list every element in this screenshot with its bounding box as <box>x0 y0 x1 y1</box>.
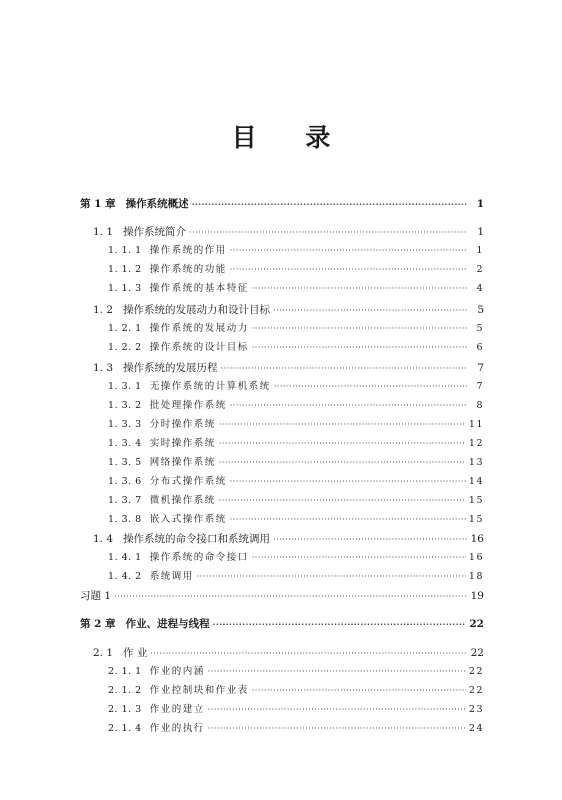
toc-entry-title: 操作系统的发展动力和设计目标 <box>123 304 271 316</box>
toc-entry-number: 第 2 章 <box>80 618 116 630</box>
toc-entry-page: 1 <box>477 226 484 238</box>
toc-entry-number: 1. 3. 4 <box>108 438 142 449</box>
toc-entry-sub[interactable] <box>108 512 484 528</box>
toc-entry-sub[interactable] <box>108 550 484 566</box>
toc-entry-title: 嵌入式操作系统 <box>149 514 227 525</box>
toc-entry-page: 22 <box>468 666 484 677</box>
toc-entry-title: 作业的内涵 <box>149 666 205 677</box>
dot-leader <box>252 550 466 566</box>
toc-entry-title: 系统调用 <box>149 571 194 582</box>
toc-entry-number: 第 1 章 <box>80 198 116 210</box>
toc-entry-title: 网络操作系统 <box>149 457 216 468</box>
dot-leader <box>252 683 466 699</box>
toc-entry-title: 批处理操作系统 <box>149 400 227 411</box>
toc-entry-section[interactable] <box>93 645 484 661</box>
dot-leader <box>219 455 466 471</box>
toc-entry-number: 1. 3 <box>93 362 114 374</box>
toc-entry-title: 作业的执行 <box>149 723 205 734</box>
toc-entry-title: 操作系统的发展历程 <box>123 362 218 374</box>
dot-leader <box>150 646 467 662</box>
toc-entry-page: 7 <box>477 362 484 374</box>
toc-entry-title: 操作系统的功能 <box>149 264 227 275</box>
toc-entry-title: 操作系统的发展动力 <box>149 323 249 334</box>
toc-entry-sub[interactable] <box>108 455 484 471</box>
toc-entry-page: 16 <box>470 533 484 545</box>
toc-entry-page: 13 <box>468 457 484 468</box>
toc-entry-number: 1. 4. 2 <box>108 571 142 582</box>
toc-entry-sub[interactable] <box>108 398 484 414</box>
toc-entry-page: 6 <box>476 342 484 353</box>
toc-entry-number: 1. 3. 1 <box>108 381 142 392</box>
dot-leader <box>219 417 466 433</box>
toc-entry-section[interactable] <box>93 360 484 376</box>
toc-entry-number: 1. 1. 3 <box>108 283 142 294</box>
toc-entry-page: 1 <box>476 198 484 210</box>
toc-entry-sub[interactable] <box>108 321 484 337</box>
toc-entry-page: 23 <box>468 704 484 715</box>
dot-leader <box>114 589 467 605</box>
toc-entry-number: 1. 3. 2 <box>108 400 142 411</box>
dot-leader <box>274 379 467 395</box>
toc-entry-number: 1. 3. 3 <box>108 419 142 430</box>
toc-entry-number: 1. 1. 2 <box>108 264 142 275</box>
toc-entry-sub[interactable] <box>108 569 484 585</box>
toc-entry-number: 2. 1. 3 <box>108 704 142 715</box>
toc-entry-sub[interactable] <box>108 436 484 452</box>
toc-entry-section[interactable] <box>93 531 484 547</box>
toc-entry-number: 2. 1. 1 <box>108 666 142 677</box>
toc-entry-number: 1. 3. 8 <box>108 514 142 525</box>
dot-leader <box>273 303 467 319</box>
dot-leader <box>230 243 467 259</box>
dot-leader <box>208 721 466 737</box>
toc-entry-sub[interactable] <box>108 379 484 395</box>
toc-entry-page: 22 <box>468 685 484 696</box>
toc-entry-page: 7 <box>476 381 484 392</box>
toc-entry-number: 1. 1. 1 <box>108 245 142 256</box>
dot-leader <box>230 474 466 490</box>
toc-entry-page: 22 <box>469 618 484 630</box>
toc-entry-page: 5 <box>477 304 484 316</box>
toc-entry-title: 作 业 <box>123 647 148 659</box>
toc-entry-sub[interactable] <box>108 474 484 490</box>
toc-entry-title: 分布式操作系统 <box>149 476 227 487</box>
toc-entry-number: 1. 4. 1 <box>108 552 142 563</box>
dot-leader <box>219 493 466 509</box>
dot-leader <box>230 398 467 414</box>
toc-entry-title: 操作系统的作用 <box>149 245 227 256</box>
dot-leader <box>208 702 466 718</box>
toc-entry-page: 19 <box>470 590 484 602</box>
toc-entry-section[interactable] <box>93 302 484 318</box>
toc-entry-page: 1 <box>476 245 484 256</box>
toc-entry-number: 1. 2 <box>93 304 114 316</box>
toc-entry-page: 8 <box>476 400 484 411</box>
toc-entry-title: 操作系统简介 <box>123 226 187 238</box>
toc-entry-page: 5 <box>476 323 484 334</box>
toc-entry-title: 无操作系统的计算机系统 <box>149 381 271 392</box>
dot-leader <box>252 321 467 337</box>
toc-entry-page: 24 <box>468 723 484 734</box>
toc-entry-number: 2. 1. 4 <box>108 723 142 734</box>
dot-leader <box>219 436 466 452</box>
toc-entry-sub[interactable] <box>108 683 484 699</box>
toc-entry-title: 操作系统的命令接口 <box>149 552 249 563</box>
dot-leader <box>230 512 466 528</box>
toc-entry-number: 1. 2. 2 <box>108 342 142 353</box>
dot-leader <box>192 196 467 212</box>
toc-entry-title: 分时操作系统 <box>149 419 216 430</box>
toc-entry-page: 12 <box>468 438 484 449</box>
toc-entry-number: 2. 1 <box>93 647 114 659</box>
toc-entry-page: 14 <box>468 476 484 487</box>
dot-leader <box>189 225 467 241</box>
toc-entry-exercise[interactable] <box>80 588 484 604</box>
dot-leader <box>252 340 467 356</box>
toc-entry-title: 操作系统的设计目标 <box>149 342 249 353</box>
toc-entry-number: 1. 4 <box>93 533 114 545</box>
toc-entry-title: 操作系统概述 <box>125 198 189 210</box>
toc-entry-number: 1. 1 <box>93 226 114 238</box>
toc-entry-title: 操作系统的命令接口和系统调用 <box>123 533 271 545</box>
toc-entry-page: 15 <box>468 514 484 525</box>
dot-leader <box>208 664 466 680</box>
toc-entry-chapter[interactable] <box>80 616 484 632</box>
toc-entry-title: 作业、进程与线程 <box>125 618 210 630</box>
toc-entry-number: 1. 3. 5 <box>108 457 142 468</box>
toc-entry-number: 1. 2. 1 <box>108 323 142 334</box>
toc-entry-title: 作业控制块和作业表 <box>149 685 249 696</box>
toc-entry-page: 2 <box>476 264 484 275</box>
dot-leader <box>273 532 467 548</box>
toc-entry-sub[interactable] <box>108 702 484 718</box>
toc-entry-sub[interactable] <box>108 340 484 356</box>
toc-entry-title: 操作系统的基本特征 <box>149 283 249 294</box>
toc-entry-section[interactable] <box>93 224 484 240</box>
toc-entry-title: 实时操作系统 <box>149 438 216 449</box>
toc-entry-page: 4 <box>476 283 484 294</box>
toc-entry-sub[interactable] <box>108 243 484 259</box>
toc-entry-sub[interactable] <box>108 493 484 509</box>
toc-entry-chapter[interactable] <box>80 196 484 212</box>
page-title: 目 录 <box>231 123 351 152</box>
dot-leader <box>213 616 467 632</box>
toc-entry-title: 微机操作系统 <box>149 495 216 506</box>
toc-entry-title: 习题 1 <box>80 590 112 602</box>
toc-entry-sub[interactable] <box>108 281 484 297</box>
toc-entry-page: 18 <box>468 571 484 582</box>
toc-entry-number: 1. 3. 6 <box>108 476 142 487</box>
dot-leader <box>230 262 467 278</box>
toc-entry-page: 16 <box>468 552 484 563</box>
toc-entry-sub[interactable] <box>108 262 484 278</box>
dot-leader <box>221 361 467 377</box>
dot-leader <box>197 569 466 585</box>
toc-entry-sub[interactable] <box>108 417 484 433</box>
dot-leader <box>252 281 467 297</box>
toc-entry-page: 15 <box>468 495 484 506</box>
toc-entry-number: 2. 1. 2 <box>108 685 142 696</box>
toc-entry-page: 22 <box>470 647 484 659</box>
toc-entry-number: 1. 3. 7 <box>108 495 142 506</box>
toc-entry-sub[interactable] <box>108 664 484 680</box>
toc-entry-title: 作业的建立 <box>149 704 205 715</box>
toc-entry-sub[interactable] <box>108 721 484 737</box>
toc-entry-page: 11 <box>468 419 484 430</box>
